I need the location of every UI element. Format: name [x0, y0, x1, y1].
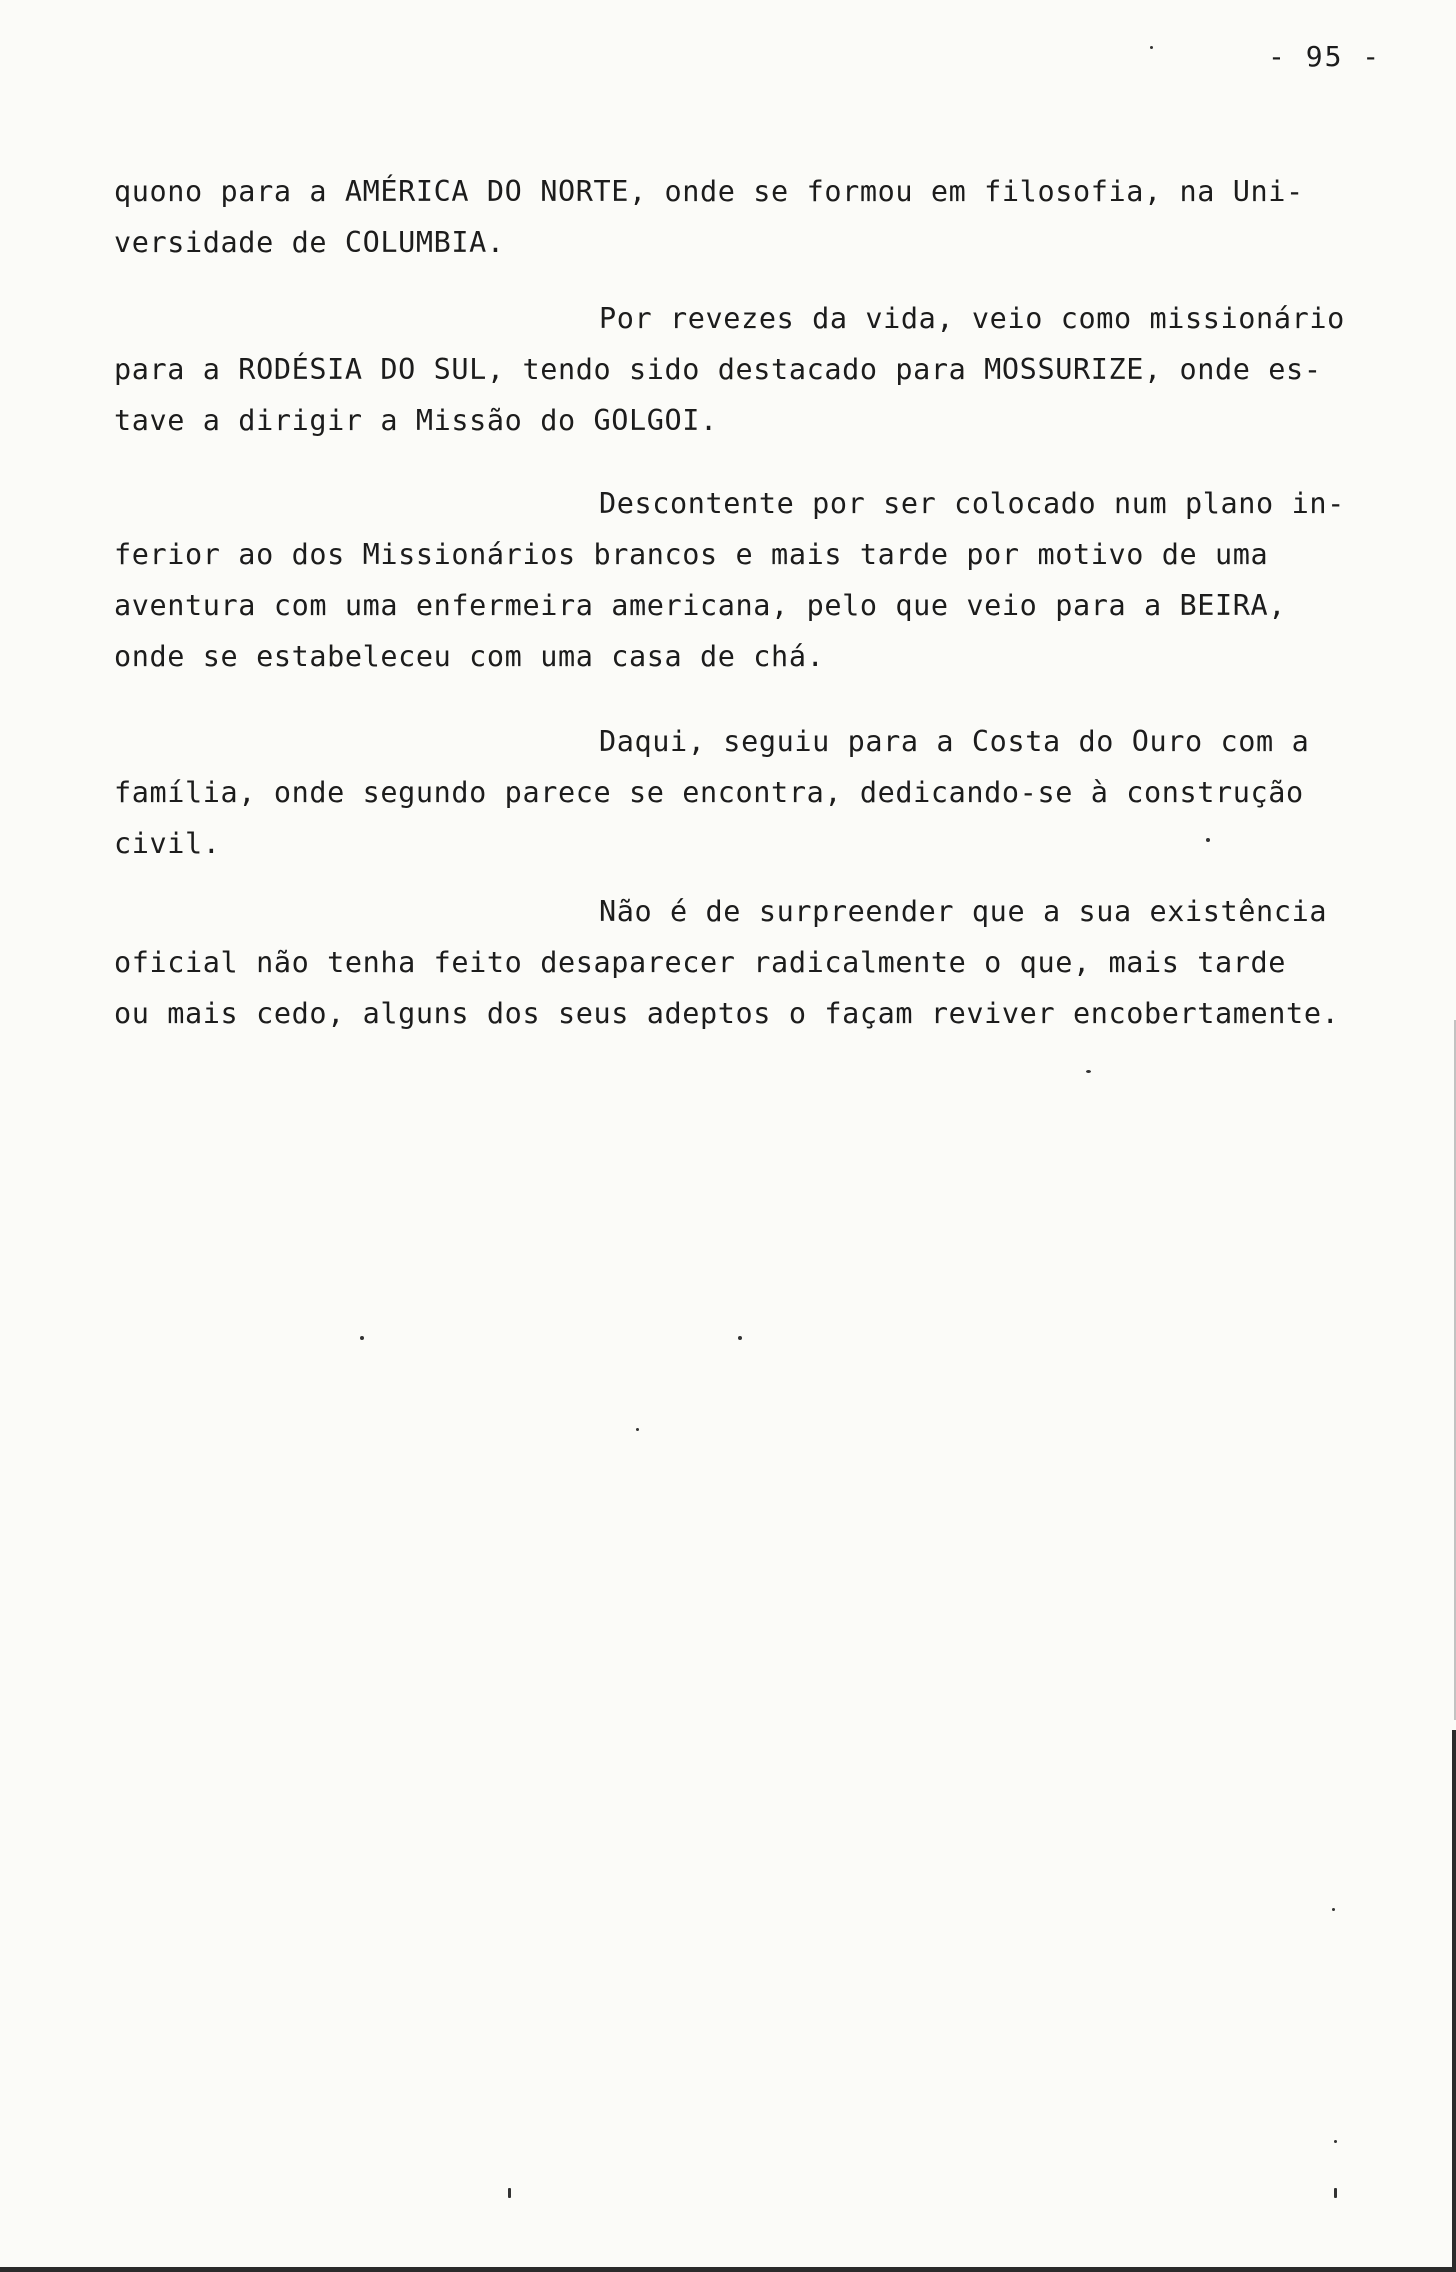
text-line: para a RODÉSIA DO SUL, tendo sido destacado para MOSSURIZE, onde es-	[114, 353, 1322, 386]
paragraph	[114, 716, 1394, 869]
text-line: Não é de surpreender que a sua existência	[599, 895, 1328, 928]
scan-speck	[1150, 46, 1153, 49]
paragraph	[114, 293, 1394, 446]
text-line: onde se estabeleceu com uma casa de chá.	[114, 640, 825, 673]
paragraph-continuation	[114, 166, 1394, 268]
text-line: oficial não tenha feito desaparecer radicalmente o que, mais tarde	[114, 946, 1287, 979]
scan-bottom-border	[0, 2267, 1456, 2272]
text-line: ou mais cedo, alguns dos seus adeptos o façam reviver encobertamente.	[114, 997, 1340, 1030]
text-line: versidade de COLUMBIA.	[114, 226, 505, 259]
scan-speck	[360, 1336, 364, 1340]
scan-edge-border	[1452, 1730, 1456, 2272]
scan-speck	[1334, 2140, 1337, 2143]
scan-speck	[738, 1336, 742, 1340]
scan-speck	[1332, 1908, 1335, 1911]
page-number: - 95 -	[1268, 40, 1382, 73]
scan-speck	[636, 1428, 639, 1431]
text-line: ferior ao dos Missionários brancos e mais tarde por motivo de uma	[114, 538, 1269, 571]
text-line: Descontente por ser colocado num plano in-	[599, 487, 1345, 520]
text-line: aventura com uma enfermeira americana, pelo que veio para a BEIRA,	[114, 589, 1287, 622]
text-line: tave a dirigir a Missão do GOLGOI.	[114, 404, 718, 437]
text-line: Por revezes da vida, veio como missionário	[599, 302, 1345, 335]
text-line: quono para a AMÉRICA DO NORTE, onde se formou em filosofia, na Uni-	[114, 175, 1304, 208]
text-line: civil.	[114, 827, 221, 860]
scan-speck	[1334, 2188, 1337, 2198]
scan-speck	[1206, 838, 1210, 842]
scan-speck	[508, 2188, 511, 2198]
paragraph	[114, 478, 1394, 682]
scan-speck	[1086, 1070, 1091, 1073]
paragraph	[114, 886, 1394, 1039]
text-line: Daqui, seguiu para a Costa do Ouro com a	[599, 725, 1310, 758]
text-line: família, onde segundo parece se encontra, dedicando-se à construção	[114, 776, 1304, 809]
